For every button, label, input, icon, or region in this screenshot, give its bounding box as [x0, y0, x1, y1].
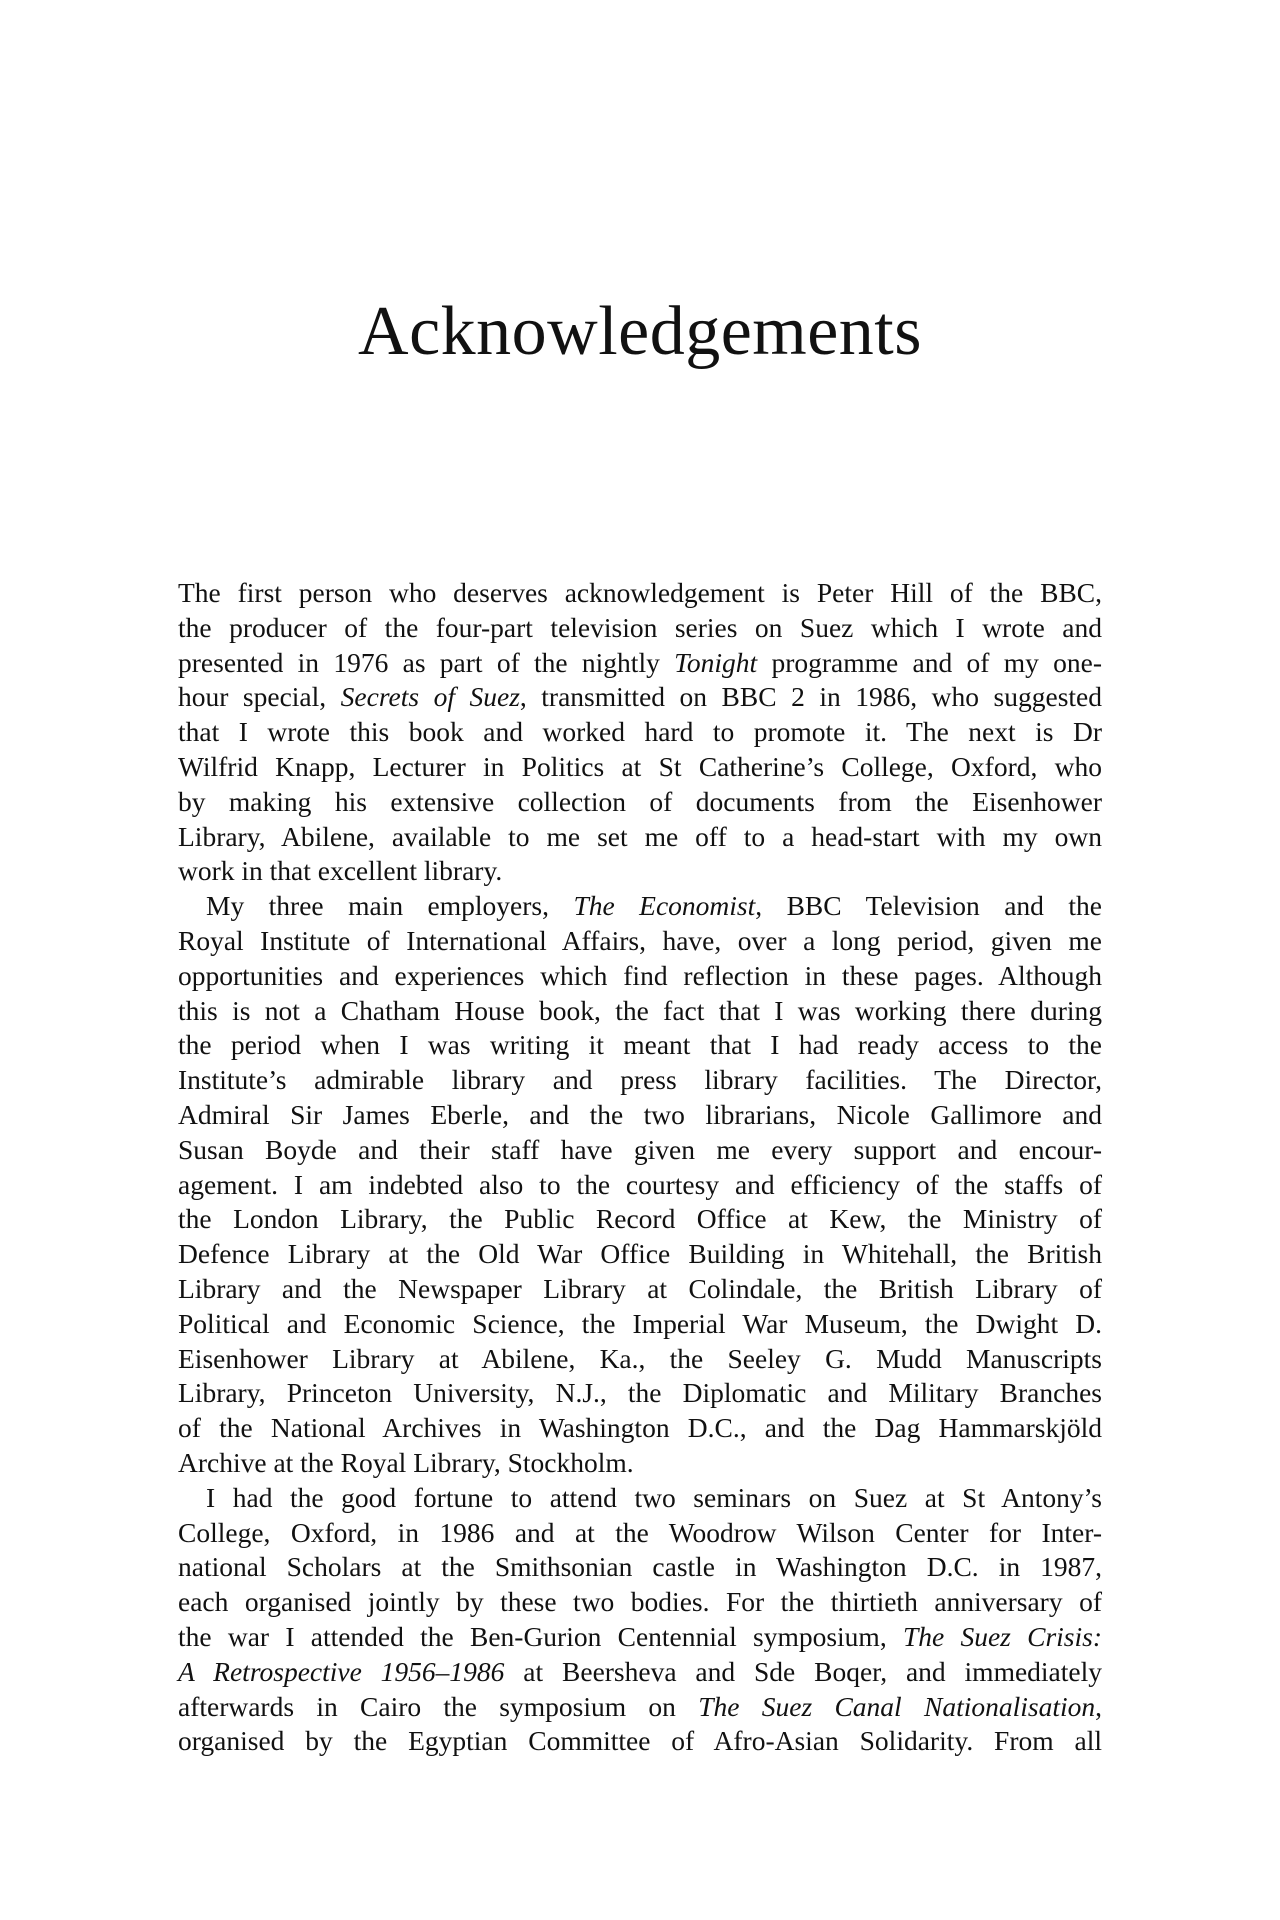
text-line — [178, 1098, 1102, 1133]
text-line — [178, 1307, 1102, 1342]
text-line — [178, 1655, 1102, 1690]
italic-title: The Economist — [573, 890, 756, 922]
text-run: afterwards in Cairo the symposium on — [178, 1690, 699, 1722]
text-run: , — [1095, 1690, 1103, 1722]
text-run: The first person who deserves acknowledgement is Peter Hill of the BBC, — [178, 577, 1102, 608]
text-line — [178, 1272, 1102, 1307]
text-run: at Beersheva and Sde Boqer, and immediately — [504, 1655, 1102, 1687]
text-line — [178, 646, 1102, 681]
text-line — [178, 680, 1102, 715]
text-run: College, Oxford, in 1986 and at the Woodrow Wilson Center for Inter- — [178, 1516, 1102, 1548]
text-line — [178, 576, 1102, 611]
text-run: , BBC Television and the — [755, 890, 1102, 922]
text-line — [178, 1411, 1102, 1446]
text-run: the period when I was writing it meant that I had ready access to the — [178, 1029, 1102, 1061]
paragraph — [178, 889, 1102, 1481]
text-line — [178, 820, 1102, 855]
text-line — [178, 1481, 1102, 1516]
text-line — [178, 889, 1102, 924]
text-run: Susan Boyde and their staff have given me every support and encour- — [178, 1133, 1102, 1165]
text-run: I had the good fortune to attend two seminars on Suez at St Antony’s — [206, 1481, 1102, 1513]
italic-title: A Retrospective 1956–1986 — [178, 1655, 505, 1687]
text-line — [178, 1202, 1102, 1237]
text-run: , transmitted on BBC 2 in 1986, who suggested — [519, 681, 1102, 713]
text-run: national Scholars at the Smithsonian castle in Washington D.C. in 1987, — [178, 1551, 1102, 1583]
text-line — [178, 1133, 1102, 1168]
text-line — [178, 715, 1102, 750]
text-line — [178, 611, 1102, 646]
text-line — [178, 1550, 1102, 1585]
text-line — [178, 785, 1102, 820]
text-run: programme and of my one- — [757, 646, 1102, 678]
text-run: Library, Princeton University, N.J., the Diplomatic and Military Branches — [178, 1377, 1102, 1409]
text-run: the producer of the four-part television series on Suez which I wrote and — [178, 611, 1102, 643]
text-line — [178, 1376, 1102, 1411]
italic-title: The Suez Crisis: — [902, 1620, 1103, 1652]
text-line — [178, 1063, 1102, 1098]
text-line — [178, 1446, 1102, 1481]
text-run: Admiral Sir James Eberle, and the two librarians, Nicole Gallimore and — [178, 1098, 1102, 1130]
text-run: opportunities and experiences which find reflection in these pages. Although — [178, 959, 1102, 991]
text-run: this is not a Chatham House book, the fact that I was working there during — [178, 994, 1102, 1026]
text-run: by making his extensive collection of documents from the Eisenhower — [178, 785, 1102, 817]
text-run: each organised jointly by these two bodies. For the thirtieth anniversary of — [178, 1586, 1102, 1618]
italic-title: Tonight — [674, 646, 758, 678]
text-run: Defence Library at the Old War Office Building in Whitehall, the British — [178, 1238, 1102, 1270]
text-line — [178, 924, 1102, 959]
text-line — [178, 959, 1102, 994]
text-line — [178, 1342, 1102, 1377]
text-line — [178, 1724, 1102, 1759]
body-text — [178, 576, 1102, 1759]
text-run: My three main employers, — [206, 890, 574, 922]
text-run: agement. I am indebted also to the courtesy and efficiency of the staffs of — [178, 1168, 1102, 1200]
text-run: of the National Archives in Washington D.C., and the Dag Hammarskjöld — [178, 1412, 1102, 1444]
text-run: Library, Abilene, available to me set me off to a head-start with my own — [178, 820, 1102, 852]
italic-title: Secrets of Suez — [340, 681, 520, 713]
text-run: organised by the Egyptian Committee of Afro-Asian Solidarity. From all — [178, 1725, 1102, 1757]
text-run: Wilfrid Knapp, Lecturer in Politics at St Catherine’s College, Oxford, who — [178, 750, 1102, 782]
text-line — [178, 1620, 1102, 1655]
paragraph — [178, 576, 1102, 889]
text-run: presented in 1976 as part of the nightly — [178, 646, 675, 678]
text-line — [178, 1237, 1102, 1272]
text-line — [178, 1690, 1102, 1725]
text-run: Archive at the Royal Library, Stockholm. — [178, 1446, 634, 1478]
text-run: work in that excellent library. — [178, 855, 503, 887]
text-line — [178, 1028, 1102, 1063]
text-run: Royal Institute of International Affairs, have, over a long period, given me — [178, 924, 1102, 956]
text-run: the London Library, the Public Record Office at Kew, the Ministry of — [178, 1203, 1102, 1235]
text-run: hour special, — [178, 681, 341, 713]
text-line — [178, 994, 1102, 1029]
page-title: Acknowledgements — [358, 293, 922, 370]
text-line — [178, 1516, 1102, 1551]
italic-title: The Suez Canal Nationalisation — [698, 1690, 1096, 1722]
text-run: Eisenhower Library at Abilene, Ka., the Seeley G. Mudd Manuscripts — [178, 1342, 1102, 1374]
text-line — [178, 1168, 1102, 1203]
text-line — [178, 854, 1102, 889]
text-line — [178, 1585, 1102, 1620]
text-run: Institute’s admirable library and press library facilities. The Director, — [178, 1064, 1102, 1096]
text-run: that I wrote this book and worked hard to promote it. The next is Dr — [178, 716, 1102, 748]
text-run: Political and Economic Science, the Imperial War Museum, the Dwight D. — [178, 1307, 1102, 1339]
text-run: Library and the Newspaper Library at Colindale, the British Library of — [178, 1272, 1102, 1304]
paragraph — [178, 1481, 1102, 1759]
text-run: the war I attended the Ben-Gurion Centennial symposium, — [178, 1620, 903, 1652]
text-line — [178, 750, 1102, 785]
